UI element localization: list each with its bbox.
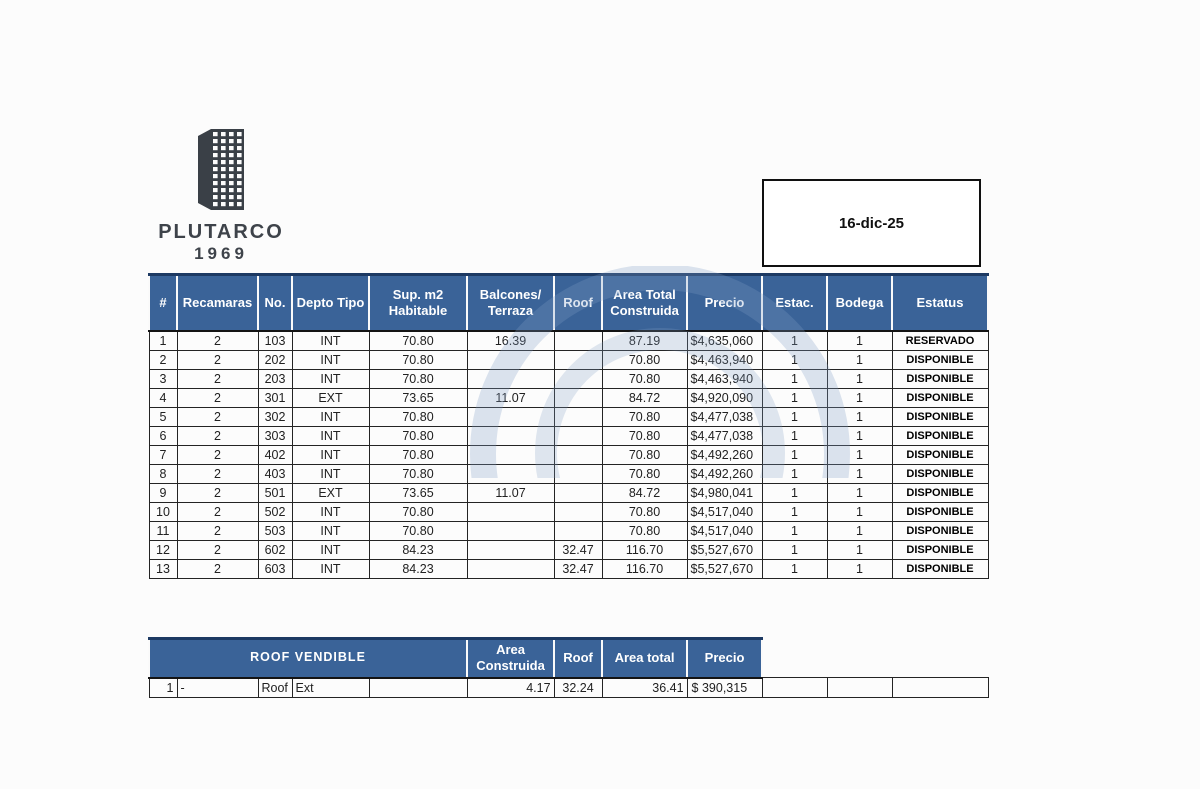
cell-recamaras: 2 [177, 521, 258, 540]
cell-estatus: DISPONIBLE [892, 350, 988, 369]
cell-recamaras: 2 [177, 350, 258, 369]
cell-depto-tipo: EXT [292, 483, 369, 502]
cell-sup-m2: 84.23 [369, 559, 467, 578]
cell-precio: $4,492,260 [687, 464, 762, 483]
cell-roof [554, 350, 602, 369]
cell-bodega: 1 [827, 388, 892, 407]
company-logo [156, 126, 286, 264]
cell-bodega: 1 [827, 540, 892, 559]
cell-sup-m2: 70.80 [369, 369, 467, 388]
cell-roof [554, 483, 602, 502]
cell-depto-tipo: INT [292, 369, 369, 388]
cell-estatus: DISPONIBLE [892, 369, 988, 388]
cell-estac: 1 [762, 388, 827, 407]
cell-area-total: 116.70 [602, 559, 687, 578]
cell-area-total: 87.19 [602, 331, 687, 351]
cell-estatus: DISPONIBLE [892, 407, 988, 426]
roof-table-body [149, 678, 988, 698]
table-row [149, 540, 988, 559]
cell-balcones-terraza [467, 350, 554, 369]
cell-precio: $ 390,315 [687, 678, 762, 698]
cell-sup-m2: 84.23 [369, 540, 467, 559]
roof-col-precio: Precio [687, 639, 762, 678]
cell-area-total: 36.41 [602, 678, 687, 698]
cell-num: 1 [149, 678, 177, 698]
col-header-estac: Estac. [762, 275, 827, 331]
cell-recamaras: 2 [177, 445, 258, 464]
col-header-precio: Precio [687, 275, 762, 331]
cell-num: 7 [149, 445, 177, 464]
cell-area-construida: 4.17 [467, 678, 554, 698]
cell-sup-m2: 70.80 [369, 426, 467, 445]
cell-sup-m2: 70.80 [369, 521, 467, 540]
cell-bodega: 1 [827, 483, 892, 502]
cell-estac: 1 [762, 369, 827, 388]
cell-num: 8 [149, 464, 177, 483]
cell-estatus: DISPONIBLE [892, 540, 988, 559]
table-row [149, 388, 988, 407]
cell-no: 602 [258, 540, 292, 559]
cell-precio: $4,463,940 [687, 369, 762, 388]
cell-depto-tipo: INT [292, 331, 369, 351]
table-row [149, 521, 988, 540]
cell-num: 9 [149, 483, 177, 502]
cell-precio: $4,477,038 [687, 407, 762, 426]
cell-empty [762, 678, 827, 698]
cell-balcones-terraza: 11.07 [467, 483, 554, 502]
col-header-num: # [149, 275, 177, 331]
cell-balcones-terraza: 16.39 [467, 331, 554, 351]
cell-num: 11 [149, 521, 177, 540]
cell-num: 13 [149, 559, 177, 578]
cell-recamaras: 2 [177, 331, 258, 351]
col-header-estatus: Estatus [892, 275, 988, 331]
cell-bodega: 1 [827, 445, 892, 464]
cell-area-total: 70.80 [602, 369, 687, 388]
cell-recamaras: 2 [177, 483, 258, 502]
cell-roof [554, 388, 602, 407]
cell-estac: 1 [762, 350, 827, 369]
cell-estac: 1 [762, 464, 827, 483]
cell-estac: 1 [762, 521, 827, 540]
cell-roof: 32.47 [554, 559, 602, 578]
cell-num: 1 [149, 331, 177, 351]
cell-balcones-terraza [467, 521, 554, 540]
cell-num: 10 [149, 502, 177, 521]
cell-no: 402 [258, 445, 292, 464]
cell-recamaras: 2 [177, 502, 258, 521]
cell-no: 501 [258, 483, 292, 502]
cell-depto-tipo: INT [292, 426, 369, 445]
cell-estatus: DISPONIBLE [892, 464, 988, 483]
cell-area-total: 70.80 [602, 350, 687, 369]
cell-sup-m2: 70.80 [369, 407, 467, 426]
cell-roof [554, 407, 602, 426]
cell-depto-tipo: INT [292, 521, 369, 540]
cell-estac: 1 [762, 445, 827, 464]
cell-estatus: DISPONIBLE [892, 559, 988, 578]
cell-roof-label: Roof [258, 678, 292, 698]
table-row [149, 426, 988, 445]
cell-roof [554, 331, 602, 351]
cell-precio: $4,517,040 [687, 502, 762, 521]
cell-area-total: 70.80 [602, 521, 687, 540]
cell-sup-m2: 70.80 [369, 464, 467, 483]
cell-precio: $4,517,040 [687, 521, 762, 540]
cell-no: 202 [258, 350, 292, 369]
cell-roof [554, 464, 602, 483]
col-header-roof: Roof [554, 275, 602, 331]
cell-estatus: DISPONIBLE [892, 502, 988, 521]
cell-depto-tipo: INT [292, 559, 369, 578]
cell-precio: $4,463,940 [687, 350, 762, 369]
cell-balcones-terraza [467, 464, 554, 483]
cell-roof-m2: 32.24 [554, 678, 602, 698]
cell-no: 502 [258, 502, 292, 521]
cell-roof [554, 369, 602, 388]
cell-estatus: RESERVADO [892, 331, 988, 351]
cell-estatus: DISPONIBLE [892, 521, 988, 540]
cell-estac: 1 [762, 331, 827, 351]
table-row [149, 559, 988, 578]
cell-ext: Ext [292, 678, 369, 698]
roof-col-area-construida: Area Construida [467, 639, 554, 678]
cell-no: 303 [258, 426, 292, 445]
col-header-bodega: Bodega [827, 275, 892, 331]
cell-bodega: 1 [827, 426, 892, 445]
cell-estatus: DISPONIBLE [892, 483, 988, 502]
cell-num: 12 [149, 540, 177, 559]
roof-col-area-total: Area total [602, 639, 687, 678]
main-table-body [149, 331, 988, 579]
cell-bodega: 1 [827, 521, 892, 540]
cell-precio: $4,920,090 [687, 388, 762, 407]
cell-area-total: 70.80 [602, 426, 687, 445]
cell-area-total: 84.72 [602, 483, 687, 502]
cell-empty [827, 678, 892, 698]
cell-estatus: DISPONIBLE [892, 426, 988, 445]
cell-bodega: 1 [827, 464, 892, 483]
table-row [149, 678, 988, 698]
cell-estac: 1 [762, 502, 827, 521]
cell-no: 603 [258, 559, 292, 578]
cell-bodega: 1 [827, 369, 892, 388]
cell-precio: $4,635,060 [687, 331, 762, 351]
cell-estac: 1 [762, 483, 827, 502]
col-header-no: No. [258, 275, 292, 331]
cell-estac: 1 [762, 559, 827, 578]
roof-table-header [149, 639, 988, 678]
cell-num: 2 [149, 350, 177, 369]
cell-bodega: 1 [827, 502, 892, 521]
cell-balcones-terraza [467, 426, 554, 445]
cell-no: 301 [258, 388, 292, 407]
cell-num: 6 [149, 426, 177, 445]
cell-depto-tipo: EXT [292, 388, 369, 407]
cell-balcones-terraza: 11.07 [467, 388, 554, 407]
cell-no: 403 [258, 464, 292, 483]
cell-sup-m2: 70.80 [369, 350, 467, 369]
cell-num: 4 [149, 388, 177, 407]
cell-depto-tipo: INT [292, 540, 369, 559]
cell-estac: 1 [762, 426, 827, 445]
availability-table [148, 273, 989, 579]
cell-recamaras: 2 [177, 559, 258, 578]
building-icon [190, 126, 252, 214]
cell-balcones-terraza [467, 502, 554, 521]
cell-sup-m2: 70.80 [369, 445, 467, 464]
cell-num: 5 [149, 407, 177, 426]
cell-empty [369, 678, 467, 698]
table-row [149, 483, 988, 502]
cell-depto-tipo: INT [292, 464, 369, 483]
cell-recamaras: 2 [177, 369, 258, 388]
availability-table-header [149, 275, 988, 331]
table-row [149, 445, 988, 464]
cell-sup-m2: 70.80 [369, 502, 467, 521]
brand-name: PLUTARCO [158, 221, 284, 243]
col-header-depto-tipo: Depto Tipo [292, 275, 369, 331]
cell-area-total: 70.80 [602, 464, 687, 483]
cell-precio: $4,477,038 [687, 426, 762, 445]
cell-estac: 1 [762, 407, 827, 426]
cell-precio: $5,527,670 [687, 559, 762, 578]
cell-no: 503 [258, 521, 292, 540]
cell-bodega: 1 [827, 350, 892, 369]
col-header-recamaras: Recamaras [177, 275, 258, 331]
cell-depto-tipo: INT [292, 502, 369, 521]
cell-area-total: 70.80 [602, 445, 687, 464]
cell-roof [554, 426, 602, 445]
table-row [149, 369, 988, 388]
cell-dash: - [177, 678, 258, 698]
cell-bodega: 1 [827, 407, 892, 426]
cell-depto-tipo: INT [292, 350, 369, 369]
cell-roof [554, 521, 602, 540]
cell-bodega: 1 [827, 559, 892, 578]
cell-sup-m2: 73.65 [369, 483, 467, 502]
table-row [149, 350, 988, 369]
header-spacer [892, 639, 988, 678]
cell-precio: $5,527,670 [687, 540, 762, 559]
cell-balcones-terraza [467, 559, 554, 578]
brand-year: 1969 [194, 244, 248, 263]
cell-depto-tipo: INT [292, 445, 369, 464]
cell-no: 203 [258, 369, 292, 388]
cell-precio: $4,492,260 [687, 445, 762, 464]
cell-balcones-terraza [467, 369, 554, 388]
cell-area-total: 70.80 [602, 502, 687, 521]
cell-no: 103 [258, 331, 292, 351]
roof-vendible-title: ROOF VENDIBLE [149, 639, 467, 678]
roof-vendible-table [148, 637, 989, 698]
roof-col-roof: Roof [554, 639, 602, 678]
table-row [149, 407, 988, 426]
cell-balcones-terraza [467, 540, 554, 559]
col-header-area-total: Area Total Construida [602, 275, 687, 331]
col-header-balcones-terraza: Balcones/ Terraza [467, 275, 554, 331]
cell-area-total: 116.70 [602, 540, 687, 559]
cell-estatus: DISPONIBLE [892, 388, 988, 407]
cell-recamaras: 2 [177, 388, 258, 407]
date-box [762, 179, 981, 267]
cell-no: 302 [258, 407, 292, 426]
cell-sup-m2: 70.80 [369, 331, 467, 351]
cell-roof [554, 502, 602, 521]
cell-estac: 1 [762, 540, 827, 559]
header-spacer [762, 639, 827, 678]
cell-num: 3 [149, 369, 177, 388]
table-row [149, 331, 988, 351]
cell-recamaras: 2 [177, 407, 258, 426]
table-row [149, 502, 988, 521]
table-row [149, 464, 988, 483]
cell-bodega: 1 [827, 331, 892, 351]
cell-depto-tipo: INT [292, 407, 369, 426]
cell-estatus: DISPONIBLE [892, 445, 988, 464]
cell-balcones-terraza [467, 407, 554, 426]
cell-precio: $4,980,041 [687, 483, 762, 502]
cell-balcones-terraza [467, 445, 554, 464]
cell-recamaras: 2 [177, 464, 258, 483]
cell-roof: 32.47 [554, 540, 602, 559]
cell-sup-m2: 73.65 [369, 388, 467, 407]
cell-recamaras: 2 [177, 540, 258, 559]
cell-area-total: 84.72 [602, 388, 687, 407]
cell-empty [892, 678, 988, 698]
cell-area-total: 70.80 [602, 407, 687, 426]
header-spacer [827, 639, 892, 678]
cell-recamaras: 2 [177, 426, 258, 445]
date-value: 16-dic-25 [838, 214, 905, 232]
cell-roof [554, 445, 602, 464]
col-header-sup-m2: Sup. m2 Habitable [369, 275, 467, 331]
